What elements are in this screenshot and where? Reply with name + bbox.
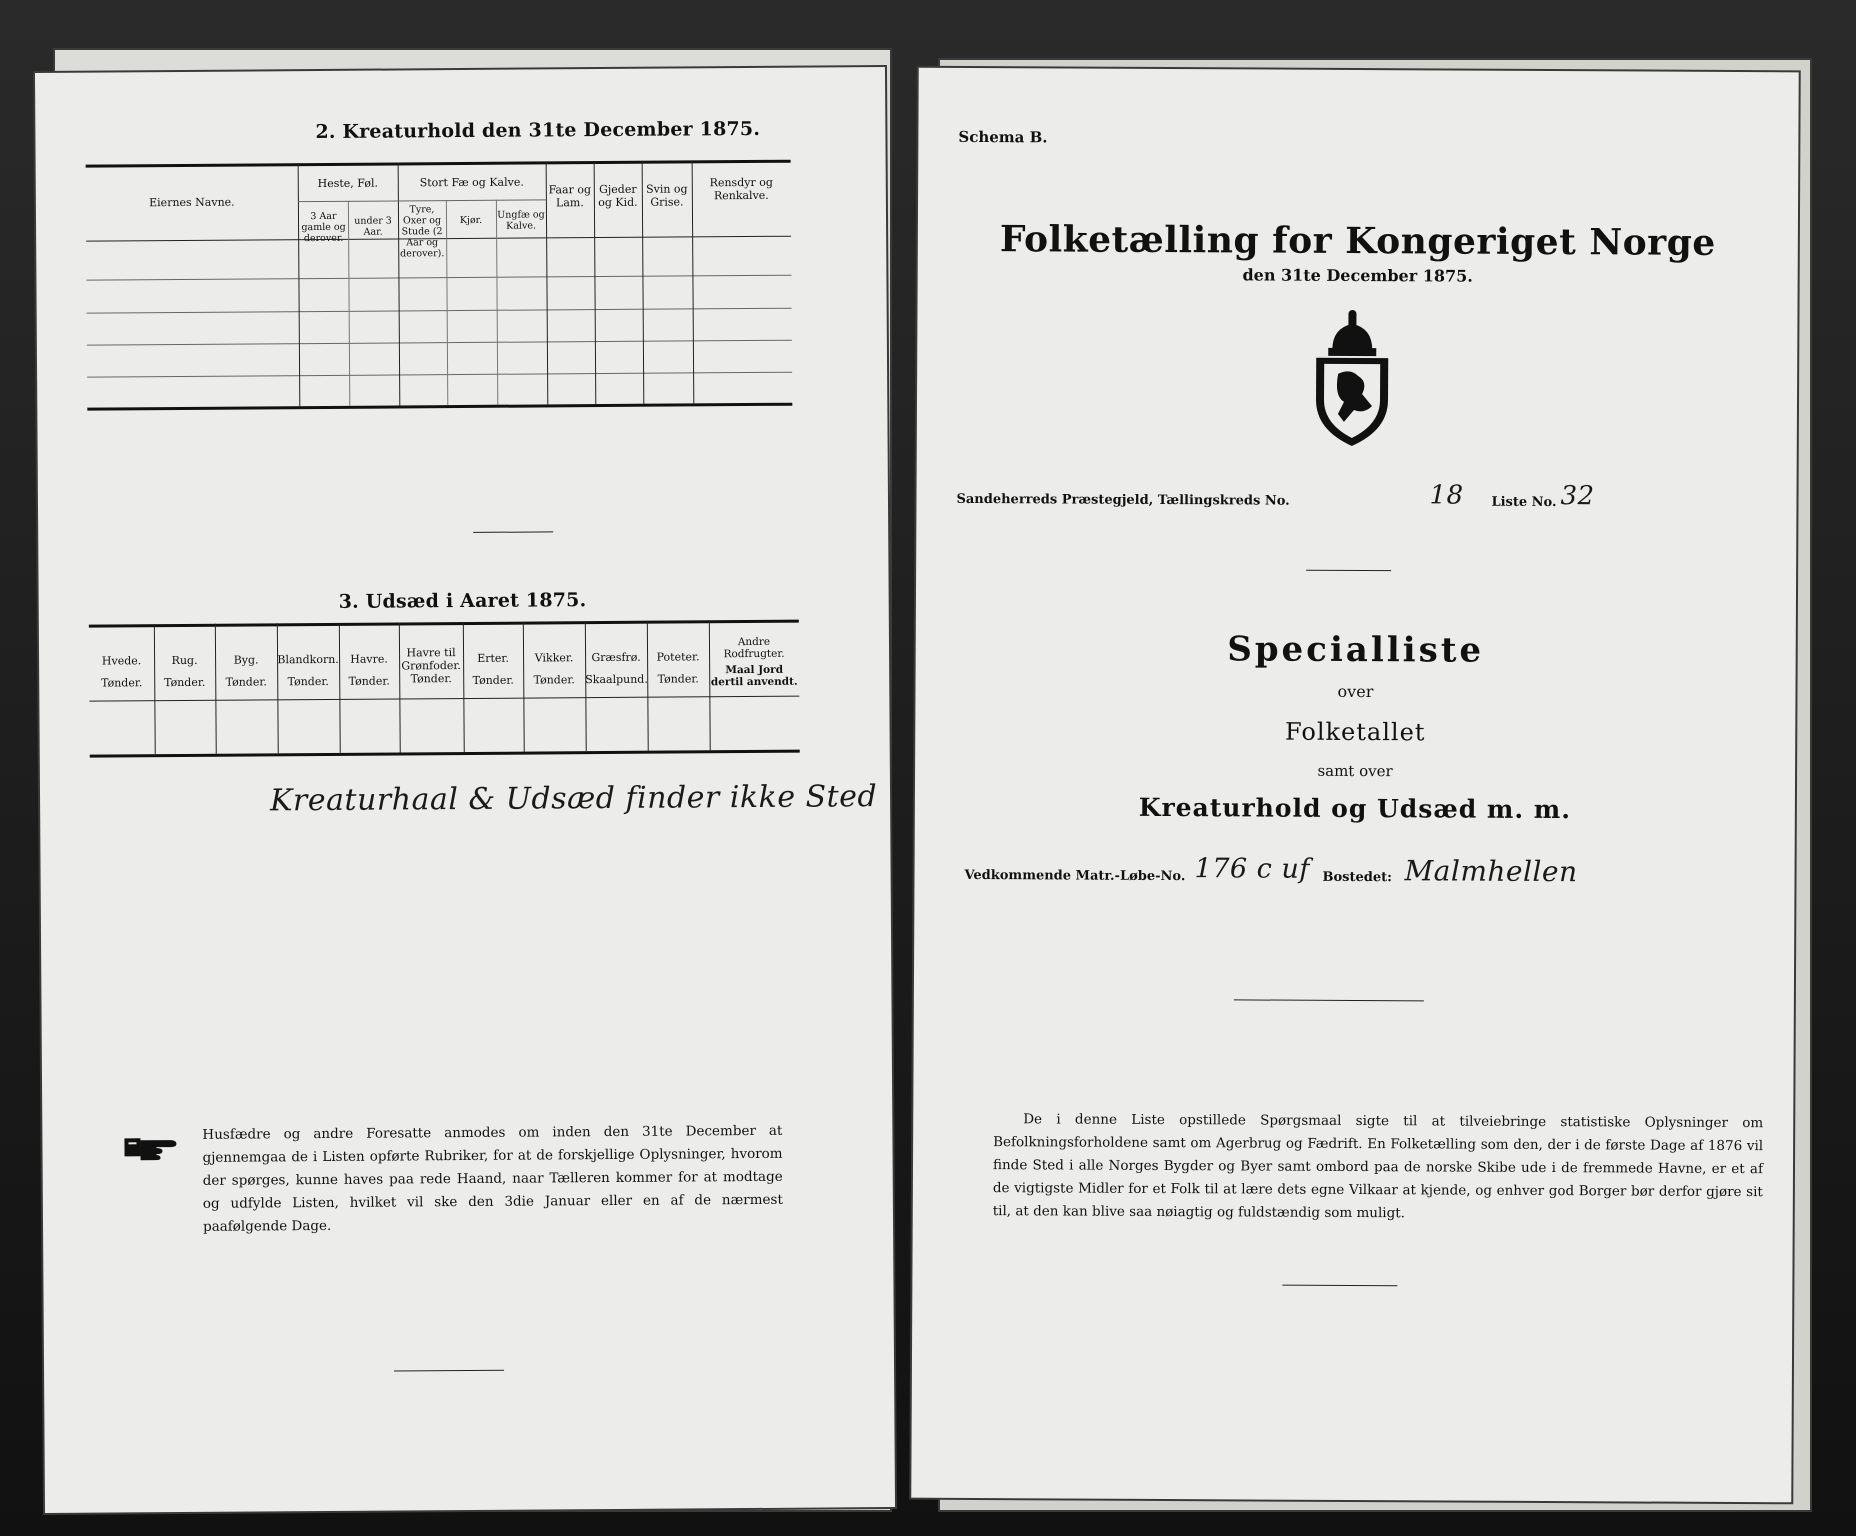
col-graesfro-unit: Skaalpund. bbox=[585, 672, 648, 687]
parish-label: Sandeherreds Præstegjeld, Tællingskreds No. bbox=[956, 491, 1290, 509]
col-vikker bbox=[523, 651, 585, 686]
liste-label: Liste No. bbox=[1491, 494, 1557, 511]
matr-value[interactable]: 176 c uf bbox=[1194, 853, 1310, 885]
col-erter-name: Erter. bbox=[477, 651, 510, 665]
section2-title: 2. Kreaturhold den 31te December 1875. bbox=[315, 117, 761, 144]
col-havre-gronfoder bbox=[399, 646, 463, 685]
col-havre-gronfoder-unit: Tønder. bbox=[410, 672, 452, 686]
col-andre-rodfrugter-name: Andre Rodfrugter. bbox=[723, 635, 785, 661]
norwegian-coat-of-arms-icon bbox=[1302, 310, 1403, 451]
main-subtitle: den 31te December 1875. bbox=[1242, 265, 1473, 286]
col-svin: Svin og Grise. bbox=[645, 182, 688, 209]
divider bbox=[1306, 570, 1391, 571]
bostedet-value[interactable]: Malmhellen bbox=[1404, 854, 1578, 889]
col-stort-fae: Stort Fæ og Kalve. bbox=[419, 175, 524, 190]
col-rug-unit: Tønder. bbox=[164, 675, 206, 690]
col-faar: Faar og Lam. bbox=[548, 183, 592, 210]
col-poteter bbox=[647, 650, 709, 685]
col-heste-3aar: 3 Aar gamle og derover. bbox=[301, 210, 346, 245]
col-havre bbox=[339, 652, 399, 687]
table2-col-rule bbox=[398, 162, 401, 405]
col-poteter-unit: Tønder. bbox=[657, 672, 699, 686]
col-byg-name: Byg. bbox=[233, 653, 259, 667]
bostedet-label: Bostedet: bbox=[1322, 869, 1392, 886]
col-erter bbox=[463, 652, 523, 687]
col-erter-unit: Tønder. bbox=[472, 673, 514, 687]
col-graesfro-name: Græsfrø. bbox=[591, 650, 641, 665]
table2-row-rule bbox=[86, 275, 791, 281]
table2-row-rule bbox=[87, 308, 792, 314]
table2-col-rule bbox=[298, 163, 301, 406]
col-hvede bbox=[89, 654, 154, 689]
col-gjeder: Gjeder og Kid. bbox=[598, 182, 638, 210]
tellingskreds-value[interactable]: 18 bbox=[1429, 480, 1464, 511]
col-byg-unit: Tønder. bbox=[225, 675, 267, 689]
col-vikker-unit: Tønder. bbox=[533, 673, 575, 687]
liste-value[interactable]: 32 bbox=[1560, 481, 1595, 512]
col-rensdyr: Rensdyr og Renkalve. bbox=[709, 175, 773, 203]
section-divider bbox=[473, 531, 553, 533]
table2-subheader-rule bbox=[298, 199, 546, 202]
col-owner-names: Eiernes Navne. bbox=[149, 195, 235, 210]
col-heste-under3: under 3 Aar. bbox=[354, 215, 392, 238]
col-rug-name: Rug. bbox=[171, 653, 198, 668]
intro-paragraph: De i denne Liste opstillede Spørgsmaal sigte til at tilveiebringe statistiske Oplysninger om Befolkningsforholdene samt om Agerbrug og Fædrift. En Folketælling som den, der i de første Dage af 1876 vil finde Sted i alle Norges Bygder og Byer samt ombord paa de norske Skibe ude i de fremmede Havne, er et af de vigtigste Midler for et Folk til at lære dets egne Vilkaar at kjende, og enhver god Borger bør derfor gjøre sit til, at den kan blive saa nøiagtig og fuldstændig som muligt. bbox=[992, 1111, 1764, 1222]
col-hvede-unit: Tønder. bbox=[101, 676, 143, 690]
folketallet-heading: Folketallet bbox=[1285, 717, 1426, 747]
col-poteter-name: Poteter. bbox=[656, 650, 700, 664]
schema-label: Schema B. bbox=[958, 127, 1048, 147]
right-page bbox=[911, 68, 1798, 1503]
specialliste-heading: Specialliste bbox=[1227, 629, 1485, 671]
table2-bottom-rule bbox=[87, 403, 792, 411]
table2-top-rule bbox=[86, 160, 791, 168]
col-blandkorn-unit: Tønder. bbox=[287, 674, 329, 689]
section3-title: 3. Udsæd i Aaret 1875. bbox=[338, 589, 587, 613]
matr-label: Vedkommende Matr.-Løbe-No. bbox=[964, 867, 1186, 885]
kreaturhold-heading: Kreaturhold og Udsæd m. m. bbox=[1138, 792, 1572, 825]
col-heste: Heste, Føl. bbox=[317, 176, 378, 191]
closing-divider bbox=[1282, 1285, 1397, 1287]
col-blandkorn bbox=[277, 653, 339, 688]
divider bbox=[1234, 999, 1424, 1001]
col-havre-unit: Tønder. bbox=[348, 674, 390, 688]
col-kjor: Kjør. bbox=[459, 214, 483, 227]
col-rug bbox=[154, 654, 215, 689]
table2-row-rule bbox=[87, 340, 792, 346]
col-havre-name: Havre. bbox=[350, 652, 388, 666]
table2-row-rule bbox=[87, 372, 792, 378]
left-page bbox=[35, 67, 895, 1513]
col-graesfro bbox=[585, 651, 647, 686]
col-andre-rodfrugter bbox=[709, 636, 799, 689]
col-tyre-oxer: Tyre, Oxer og Stude (2 Aar og derover). bbox=[400, 204, 445, 260]
handwritten-note: Kreaturhaal & Udsæd finder ikke Sted bbox=[269, 779, 878, 819]
samt-over-text: samt over bbox=[1317, 761, 1393, 781]
col-byg bbox=[215, 653, 277, 688]
table2-col-rule bbox=[446, 200, 448, 405]
col-vikker-name: Vikker. bbox=[534, 651, 574, 665]
notice-paragraph: Husfædre og andre Foresatte anmodes om inden den 31te December at gjennemgaa de i Listen opførte Rubriker, for at de forskjellige Oplysninger, hvorom der spørges, kunne haves paa rede Haand, naar Tælleren kommer for at modtage og udfylde Listen, hvilket vil ske den 3die Januar eller en af de nærmest paafølgende Dage. bbox=[202, 1122, 783, 1235]
col-andre-rodfrugter-unit: Maal Jord dertil anvendt. bbox=[710, 663, 798, 689]
main-title: Folketælling for Kongeriget Norge bbox=[999, 218, 1716, 264]
closing-divider bbox=[394, 1370, 504, 1372]
over-text: over bbox=[1337, 681, 1374, 702]
col-hvede-name: Hvede. bbox=[101, 654, 142, 668]
table3-bottom-rule bbox=[90, 750, 800, 758]
pointing-hand-icon bbox=[122, 1132, 180, 1162]
table3-header-rule bbox=[89, 696, 799, 702]
table3-top-rule bbox=[89, 620, 799, 628]
col-blandkorn-name: Blandkorn. bbox=[277, 652, 339, 667]
col-havre-gronfoder-name: Havre til Grønfoder. bbox=[401, 646, 461, 673]
col-ungfae: Ungfæ og Kalve. bbox=[497, 209, 545, 232]
